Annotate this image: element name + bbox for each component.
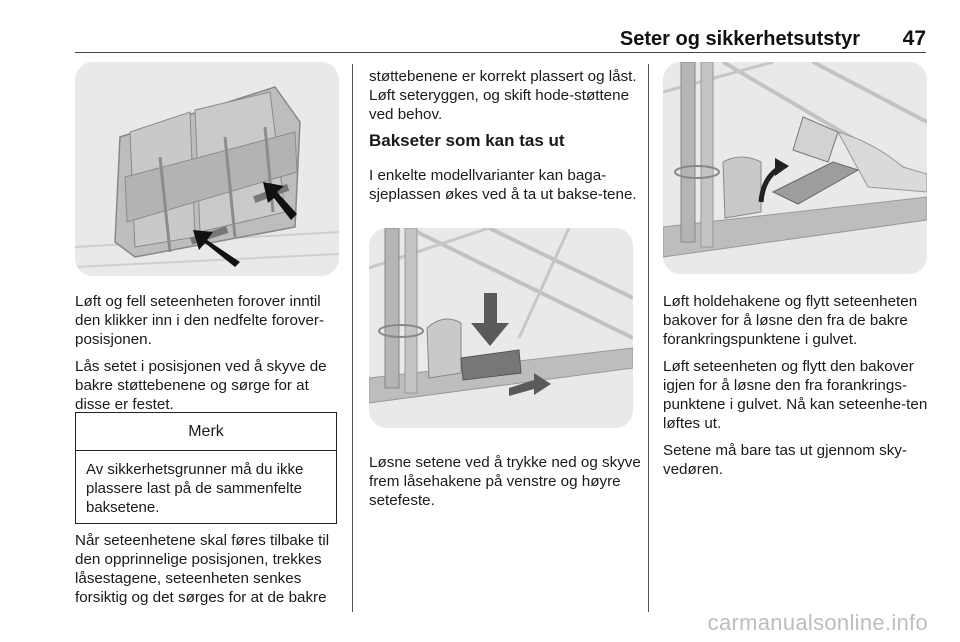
page-header-title: Seter og sikkerhetsutstyr [619, 28, 860, 50]
illustration-lock-release [369, 228, 633, 428]
middle-column-intro [369, 166, 639, 212]
middle-column-caption [369, 453, 644, 518]
left-column-closing [75, 531, 343, 615]
left-column-text [75, 292, 343, 422]
paragraph-fold-seat: Løft og fell seteenheten forover inntil den klikker inn i den nedfelte forover-posisjonen. [75, 293, 325, 348]
paragraph-release-locks: Løsne setene ved å trykke ned og skyve frem låsehakene på venstre og høyre setefeste. [369, 454, 641, 509]
note-title: Merk [76, 413, 336, 451]
paragraph-move-seat: Løft seteenheten og flytt den bakover igjen for å løsne den fra forankrings-punktene i gulvet. Nå kan seteenhe-ten løftes ut. [663, 358, 928, 432]
paragraph-continuation: støttebenene er korrekt plassert og låst. Løft seteryggen, og skift hode-støttene ved behov. [369, 68, 637, 123]
note-box [75, 412, 337, 524]
illustration-seat-fold [75, 62, 339, 276]
paragraph-intro: I enkelte modellvarianter kan baga-sjeplassen økes ved å ta ut bakse-tene. [369, 167, 637, 203]
paragraph-return-seats: Når seteenhetene skal føres tilbake til den opprinnelige posisjonen, trekkes låsestagene, seteenheten senkes forsiktig og det sørges for at de bakre [75, 532, 330, 606]
middle-column-continuation [369, 67, 639, 132]
note-text: Av sikkerhetsgrunner må du ikke plassere last på de sammenfelte baksetene. [86, 461, 304, 516]
page-number: 47 [902, 27, 926, 50]
header-rule [75, 52, 926, 53]
illustration-lift-handle [663, 62, 927, 274]
paragraph-sliding-door: Setene må bare tas ut gjennom sky-vedøren. [663, 442, 907, 478]
column-divider-right [648, 64, 649, 612]
paragraph-lift-handles: Løft holdehakene og flytt seteenheten bakover for å løsne den fra de bakre forankringspunktene i gulvet. [663, 293, 918, 348]
paragraph-lock-seat: Lås setet i posisjonen ved å skyve de bakre støttebenene og sørge for at disse er festet. [75, 358, 327, 413]
section-heading: Bakseter som kan tas ut [369, 131, 565, 150]
watermark: carmanualsonline.info [707, 610, 928, 635]
right-column-text [663, 292, 931, 487]
column-divider-left [352, 64, 353, 612]
